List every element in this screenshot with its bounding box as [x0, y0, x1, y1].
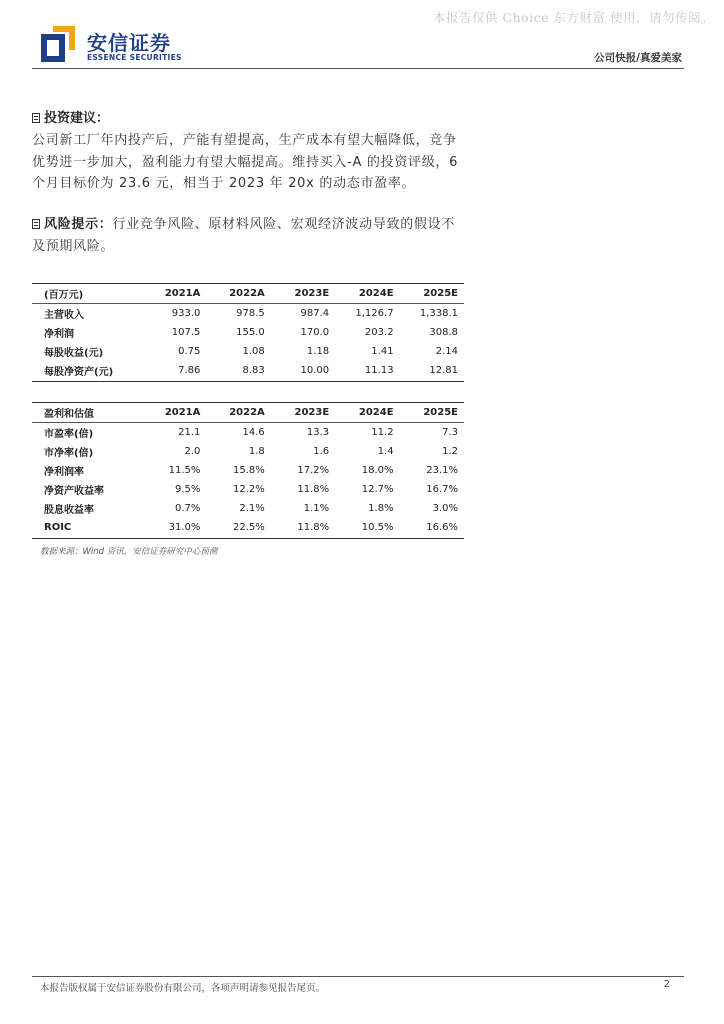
- page-number: 2: [663, 979, 670, 990]
- valuation-table: [32, 403, 464, 537]
- table-cell: 2.0: [184, 446, 201, 457]
- row-label: 股息收益率: [44, 505, 94, 516]
- row-label: 净资产收益率: [44, 486, 104, 497]
- table-row: [32, 461, 464, 480]
- row-label: ROIC: [44, 522, 72, 533]
- table-cell: 12.7%: [361, 484, 394, 495]
- table-cell: 203.2: [364, 327, 394, 338]
- table-row: [32, 518, 464, 537]
- table-cell: 1.8%: [368, 503, 394, 514]
- report-type: 公司快报/真爱美家: [594, 52, 682, 64]
- table-cell: 1.2: [442, 446, 458, 457]
- table-cell: 2.1%: [239, 503, 265, 514]
- brand-name-cn: 安信证券: [87, 31, 171, 55]
- table-header-year: 2025E: [400, 403, 464, 423]
- table-cell: 1.6: [313, 446, 330, 457]
- table2-bottom-rule: [32, 538, 464, 539]
- table-cell: 11.8%: [297, 522, 330, 533]
- table-header-label: 盈利和估值: [32, 403, 142, 423]
- table-cell: 0.75: [178, 346, 201, 357]
- document-icon: [32, 113, 40, 123]
- table-cell: 31.0%: [168, 522, 201, 533]
- table-header-year: 2023E: [271, 284, 335, 304]
- investment-title: [32, 107, 109, 126]
- brand-logo: [41, 26, 181, 66]
- table-cell: 16.6%: [426, 522, 458, 533]
- table-cell: 10.00: [300, 365, 330, 376]
- table-cell: 1.18: [306, 346, 330, 357]
- table-cell: 12.2%: [233, 484, 265, 495]
- table-cell: 8.83: [242, 365, 265, 376]
- table-cell: 12.81: [429, 365, 458, 376]
- row-label: 每股净资产(元): [44, 367, 114, 378]
- table-cell: 2.14: [435, 346, 458, 357]
- table-cell: 11.13: [364, 365, 394, 376]
- investment-body: 公司新工厂年内投产后，产能有望提高，生产成本有望大幅降低，竞争优势进一步加大，盈利能力有望大幅提高。维持买入-A 的投资评级，6 个月目标价为 23.6 元，相当于 2023 年 20x 的动态市盈率。: [32, 133, 459, 191]
- table-cell: 155.0: [236, 327, 265, 338]
- table-cell: 7.86: [178, 365, 201, 376]
- risk-title: 风险提示：: [44, 217, 113, 232]
- table-cell: 978.5: [236, 308, 265, 319]
- table-row: [32, 442, 464, 461]
- row-label: 每股收益(元): [44, 348, 104, 359]
- logo-mark-icon: [41, 26, 75, 62]
- table-cell: 21.1: [178, 427, 201, 438]
- table-cell: 1.41: [371, 346, 394, 357]
- table-header-year: 2024E: [335, 403, 399, 423]
- table-cell: 23.1%: [426, 465, 458, 476]
- data-source: 数据来源：Wind 资讯，安信证券研究中心预测: [40, 547, 218, 557]
- financial-table: [32, 284, 464, 380]
- table-row: [32, 361, 464, 380]
- footer-disclaimer: 本报告版权属于安信证券股份有限公司，各项声明请参见报告尾页。: [40, 983, 326, 994]
- table-cell: 107.5: [171, 327, 201, 338]
- table-header-year: 2021A: [142, 403, 206, 423]
- table-row: [32, 423, 464, 443]
- table-cell: 11.2: [371, 427, 394, 438]
- table-cell: 15.8%: [233, 465, 265, 476]
- table-cell: 18.0%: [361, 465, 394, 476]
- table-cell: 1.8: [248, 446, 265, 457]
- table-header-label: (百万元): [32, 284, 142, 304]
- table-header-year: 2022A: [206, 403, 270, 423]
- table-cell: 11.5%: [168, 465, 201, 476]
- row-label: 净利润: [44, 329, 74, 340]
- footer-divider: [32, 976, 684, 977]
- table-row: [32, 499, 464, 518]
- table-cell: 987.4: [300, 308, 330, 319]
- document-icon: [32, 219, 40, 229]
- table-row: [32, 480, 464, 499]
- row-label: 主营收入: [44, 310, 84, 321]
- table-cell: 9.5%: [174, 484, 201, 495]
- table-cell: 1,126.7: [355, 308, 394, 319]
- table-cell: 22.5%: [233, 522, 265, 533]
- table1-bottom-rule: [32, 381, 464, 382]
- table-row: [32, 342, 464, 361]
- risk-body: 行业竞争风险、原材料风险、宏观经济波动导致的假设不及预期风险。: [32, 217, 456, 254]
- row-label: 市盈率(倍): [44, 429, 94, 440]
- table-header-year: 2021A: [142, 284, 206, 304]
- header-divider: [32, 68, 684, 69]
- brand-name-en: ESSENCE SECURITIES: [87, 53, 182, 62]
- table-cell: 1,338.1: [419, 308, 458, 319]
- watermark: 本报告仅供 Choice 东方财富 使用，请勿传阅。: [433, 10, 714, 25]
- investment-title-text: 投资建议：: [44, 111, 110, 126]
- table-cell: 16.7%: [426, 484, 458, 495]
- table-cell: 7.3: [442, 427, 458, 438]
- table-cell: 170.0: [300, 327, 330, 338]
- table-header-row: [32, 403, 464, 423]
- table-cell: 11.8%: [297, 484, 330, 495]
- table-row: [32, 323, 464, 342]
- table-header-year: 2025E: [400, 284, 464, 304]
- risk-section: [32, 214, 467, 258]
- table-cell: 308.8: [429, 327, 458, 338]
- table-header-year: 2023E: [271, 403, 335, 423]
- table-header-year: 2024E: [335, 284, 399, 304]
- row-label: 市净率(倍): [44, 448, 94, 459]
- table-cell: 1.08: [242, 346, 265, 357]
- table-row: [32, 304, 464, 324]
- table-header-row: [32, 284, 464, 304]
- row-label: 净利润率: [44, 467, 84, 478]
- table-cell: 10.5%: [361, 522, 394, 533]
- table-cell: 0.7%: [174, 503, 201, 514]
- table-cell: 933.0: [171, 308, 201, 319]
- table-header-year: 2022A: [206, 284, 270, 304]
- table-cell: 17.2%: [297, 465, 330, 476]
- table-cell: 14.6: [242, 427, 265, 438]
- table-cell: 13.3: [306, 427, 330, 438]
- table-cell: 1.1%: [303, 503, 330, 514]
- table-cell: 3.0%: [432, 503, 458, 514]
- table-cell: 1.4: [377, 446, 394, 457]
